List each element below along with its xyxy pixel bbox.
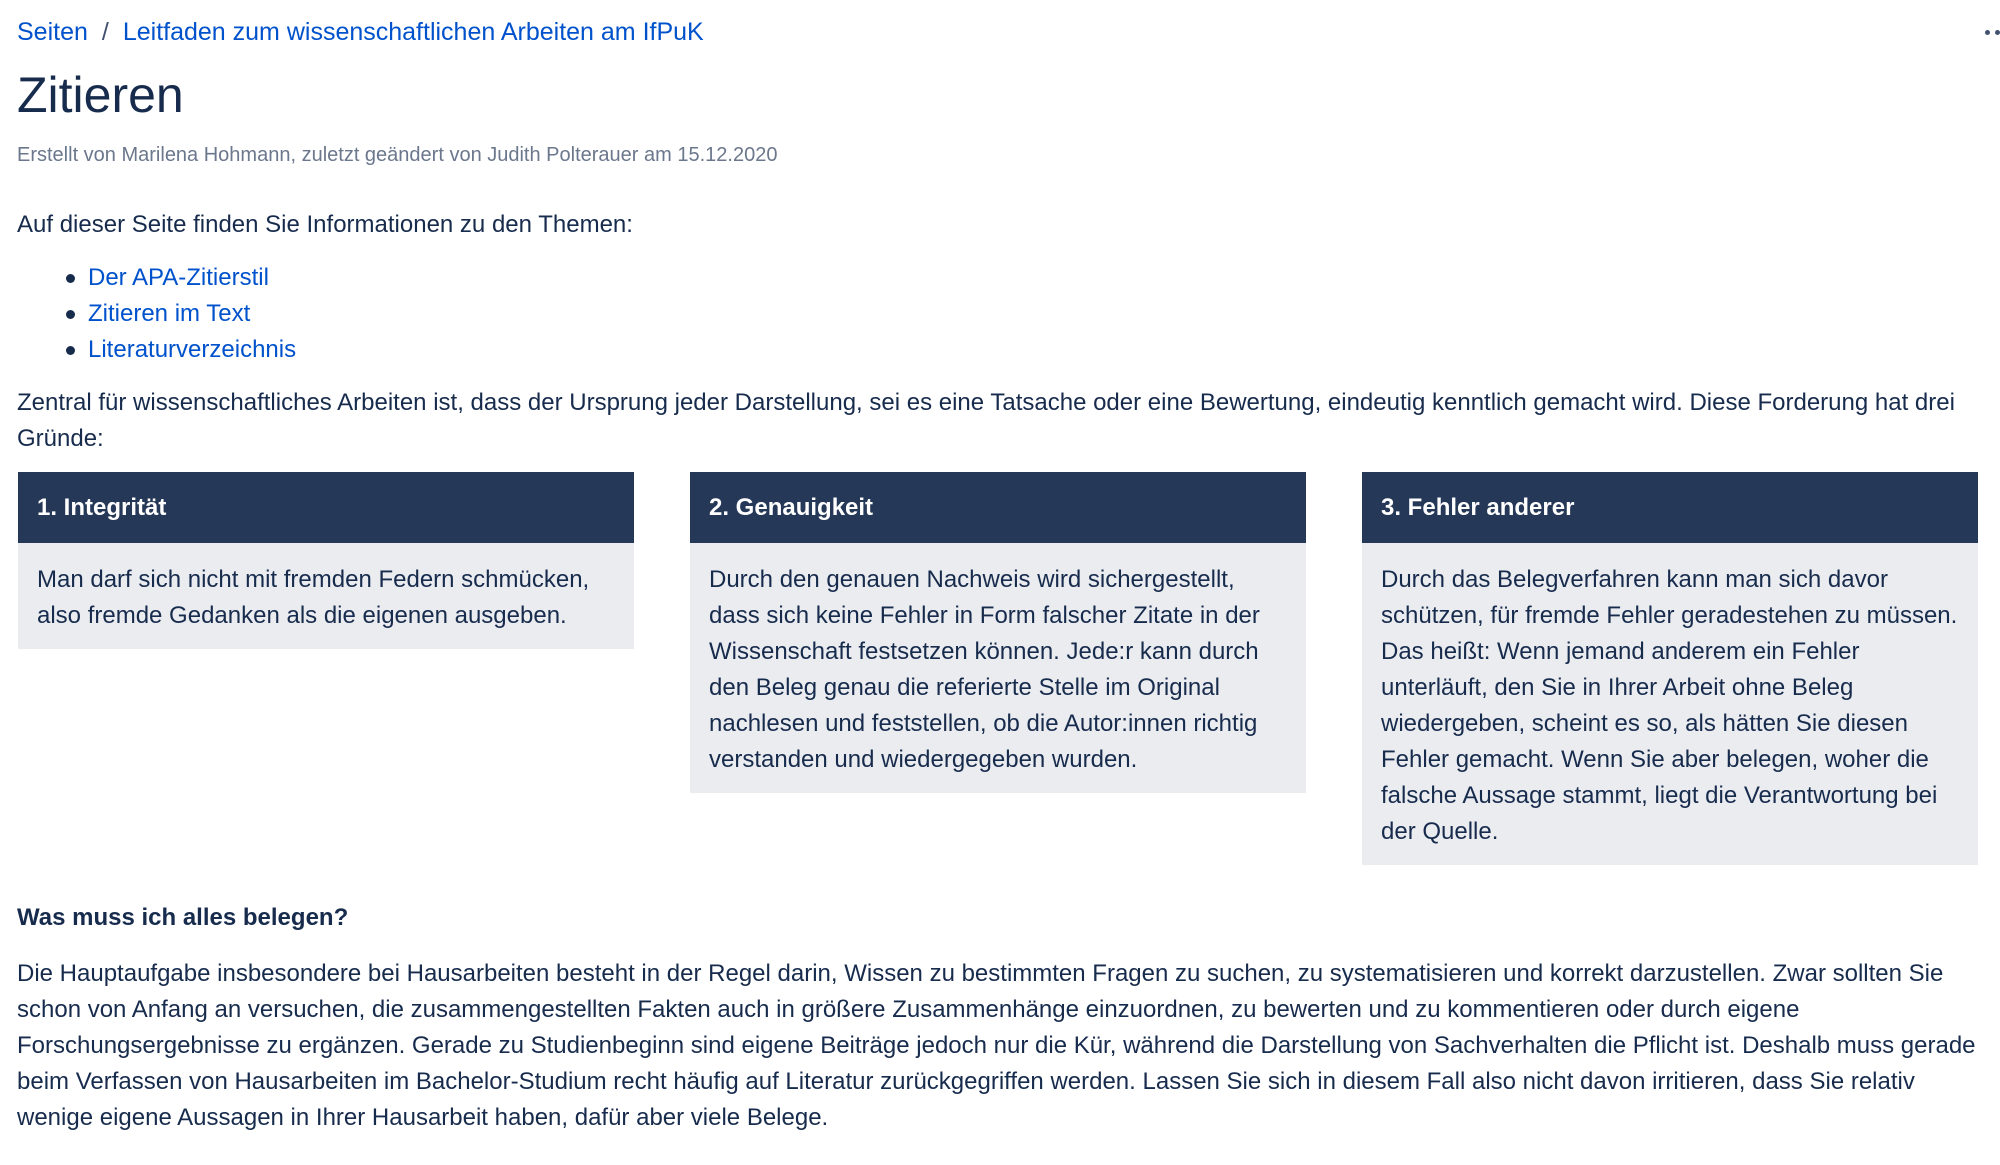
panel-genauigkeit	[690, 472, 1306, 793]
list-item	[17, 296, 296, 332]
breadcrumb-link-seiten[interactable]: Seiten	[17, 18, 88, 46]
section-paragraph: Die Hauptaufgabe insbesondere bei Hausarbeiten besteht in der Regel darin, Wissen zu bestimmten Fragen zu suchen, zu systematisieren und korrekt darzustellen. Zwar sollten Sie schon von Anfang an versuchen, die zusammengestellten Fakten auch in größere Zusammenhänge einzuordnen, zu bewerten und zu kommentieren oder durch eigene Forschungsergebnisse zu ergänzen. Gerade zu Studienbeginn sind eigene Beiträge jedoch nur die Kür, während die Darstellung von Sachverhalten die Pflicht ist. Deshalb muss gerade beim Verfassen von Hausarbeiten im Bachelor-Studium recht häufig auf Literatur zurückgegriffen werden. Lassen Sie sich in diesem Fall also nicht davon irritieren, dass Sie relativ wenige eigene Aussagen in Ihrer Hausarbeit haben, dafür aber viele Belege.	[17, 960, 1976, 1131]
list-item	[17, 332, 296, 368]
topics-list	[17, 260, 296, 368]
toc-link-zitieren-im-text[interactable]: Zitieren im Text	[88, 300, 251, 327]
panel-title: 3. Fehler anderer	[1362, 472, 1978, 543]
panel-body: Durch den genauen Nachweis wird sichergestellt, dass sich keine Fehler in Form falscher Zitate in der Wissenschaft festsetzen können. Jede:r kann durch den Beleg genau die referierte Stelle im Original nachlesen und feststellen, ob die Autor:innen richtig verstanden und wiedergegeben wurden.	[709, 566, 1260, 773]
page-byline: Erstellt von Marilena Hohmann, zuletzt geändert von Judith Polterauer am 15.12.2020	[17, 144, 778, 166]
paragraph-reasons-intro: Zentral für wissenschaftliches Arbeiten ist, dass der Ursprung jeder Darstellung, sei es eine Tatsache oder eine Bewertung, eindeutig kenntlich gemacht wird. Diese Forderung hat drei Gründe:	[17, 389, 1955, 452]
breadcrumb-link-leitfaden[interactable]: Leitfaden zum wissenschaftlichen Arbeiten am IfPuK	[122, 18, 704, 46]
panel-body: Durch das Belegverfahren kann man sich davor schützen, für fremde Fehler geradestehen zu müssen. Das heißt: Wenn jemand anderem ein Fehler unterläuft, den Sie in Ihrer Arbeit ohne Beleg wiedergeben, scheint es so, als hätten Sie diesen Fehler gemacht. Wenn Sie aber belegen, woher die falsche Aussage stammt, liegt die Verantwortung bei der Quelle.	[1381, 566, 1958, 845]
panel-title: 1. Integrität	[18, 472, 634, 543]
more-horizontal-icon[interactable]	[1985, 14, 2000, 50]
panel-body: Man darf sich nicht mit fremden Federn schmücken, also fremde Gedanken als die eigenen ausgeben.	[37, 566, 590, 629]
panel-integritaet	[18, 472, 634, 649]
list-item	[17, 260, 296, 296]
breadcrumb-separator: /	[101, 18, 109, 46]
toc-link-apa-zitierstil[interactable]: Der APA-Zitierstil	[88, 264, 269, 291]
intro-text: Auf dieser Seite finden Sie Informationen zu den Themen:	[17, 211, 633, 238]
toc-link-literaturverzeichnis[interactable]: Literaturverzeichnis	[88, 336, 297, 363]
section-heading: Was muss ich alles belegen?	[17, 904, 349, 931]
panel-fehler-anderer	[1362, 472, 1978, 865]
page-title: Zitieren	[17, 67, 184, 123]
breadcrumb	[17, 14, 704, 50]
panel-title: 2. Genauigkeit	[690, 472, 1306, 543]
